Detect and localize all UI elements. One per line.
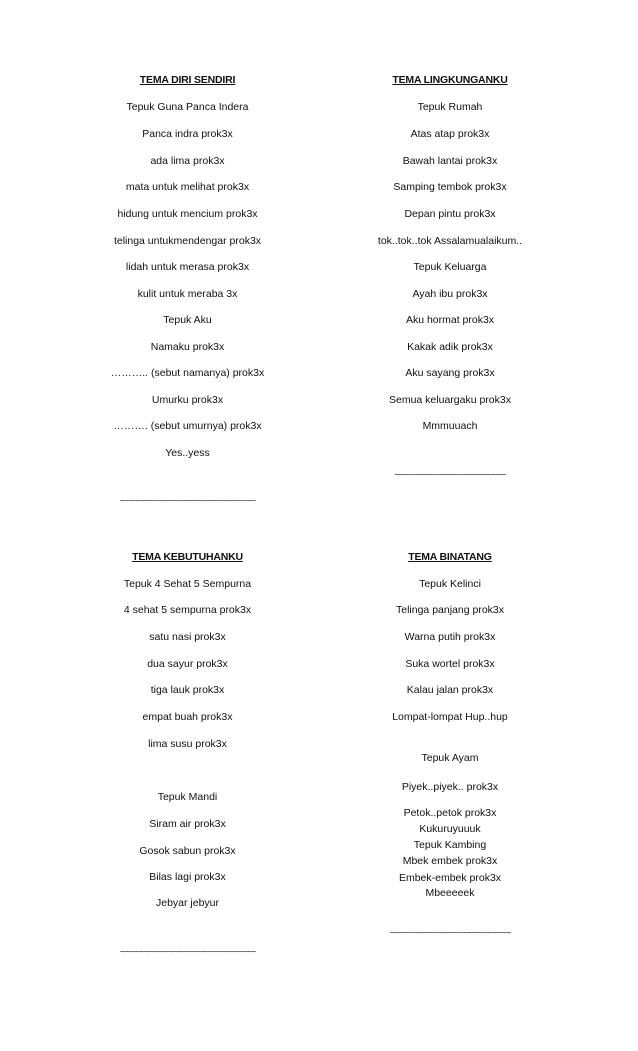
verse-line: Embek-embek prok3x (398, 872, 502, 884)
verse-line: Kukuruyuuuk (419, 823, 481, 835)
verse-line: Samping tembok prok3x (393, 181, 507, 193)
verse-line: Gosok sabun prok3x (139, 845, 236, 857)
verse-line: Tepuk Kambing (413, 839, 487, 851)
verse-line: Kalau jalan prok3x (406, 684, 494, 696)
verse-line: ………. (sebut umurnya) prok3x (113, 420, 262, 432)
verse-line: Tepuk Guna Panca Indera (126, 101, 249, 113)
verse-line: Bilas lagi prok3x (149, 871, 226, 883)
verse-line: Aku hormat prok3x (405, 314, 495, 326)
verse-line: Namaku prok3x (150, 341, 225, 353)
verse-line: Suka wortel prok3x (405, 658, 495, 670)
verse-line: Mmmuuach (422, 420, 478, 432)
verse-line: Petok..petok prok3x (403, 807, 497, 819)
verse-line: lima susu prok3x (148, 738, 227, 750)
verse-line: telinga untukmendengar prok3x (113, 235, 262, 247)
verse-line: Tepuk Rumah (417, 101, 483, 113)
wave-divider: ~~~~~~~~~~~~~~~~~~~~~~~ (394, 470, 506, 481)
verse-line: Yes..yess (165, 447, 210, 459)
verse-line: Mbek embek prok3x (402, 855, 498, 867)
verse-line: Depan pintu prok3x (404, 208, 496, 220)
verse-line: empat buah prok3x (142, 711, 233, 723)
verse-line: ……….. (sebut namanya) prok3x (110, 367, 265, 379)
verse-line: Telinga panjang prok3x (396, 604, 504, 616)
verse-line: Jebyar jebyur (155, 897, 220, 909)
wave-divider: ~~~~~~~~~~~~~~~~~~~~~~~~~ (389, 928, 511, 939)
verse-line: Umurku prok3x (151, 394, 224, 406)
verse-line: Tepuk Aku (163, 314, 212, 326)
verse-line: Tepuk 4 Sehat 5 Sempurna (123, 578, 252, 590)
section-title: TEMA KEBUTUHANKU (132, 551, 243, 563)
verse-line: Aku sayang prok3x (405, 367, 495, 379)
verse-line: Ayah ibu prok3x (412, 288, 488, 300)
section-title: TEMA DIRI SENDIRI (139, 74, 236, 86)
verse-line: mata untuk melihat prok3x (125, 181, 250, 193)
verse-line: 4 sehat 5 sempurna prok3x (123, 604, 252, 616)
verse-line: Tepuk Kelinci (419, 578, 481, 590)
verse-line: Atas atap prok3x (410, 128, 490, 140)
verse-line: Tepuk Mandi (157, 791, 218, 803)
verse-line: Piyek..piyek.. prok3x (401, 781, 499, 793)
verse-line: tiga lauk prok3x (150, 684, 225, 696)
wave-divider: ~~~~~~~~~~~~~~~~~~~~~~~~~~~~ (119, 947, 256, 958)
verse-line: Panca indra prok3x (142, 128, 233, 140)
verse-line: Kakak adik prok3x (407, 341, 493, 353)
verse-line: Lompat-lompat Hup..hup (392, 711, 508, 723)
verse-line: ada lima prok3x (150, 155, 225, 167)
verse-line: lidah untuk merasa prok3x (125, 261, 250, 273)
section-title: TEMA BINATANG (408, 551, 492, 563)
verse-line: kulit untuk meraba 3x (137, 288, 238, 300)
verse-line: dua sayur prok3x (147, 658, 228, 670)
verse-line: Tepuk Ayam (421, 752, 479, 764)
verse-line: tok..tok..tok Assalamualaikum.. (377, 235, 523, 247)
verse-line: hidung untuk mencium prok3x (117, 208, 258, 220)
verse-line: Siram air prok3x (149, 818, 226, 830)
verse-line: satu nasi prok3x (149, 631, 226, 643)
section-title: TEMA LINGKUNGANKU (392, 74, 508, 86)
verse-line: Warna putih prok3x (404, 631, 496, 643)
verse-line: Bawah lantai prok3x (402, 155, 498, 167)
wave-divider: ~~~~~~~~~~~~~~~~~~~~~~~~~~~~ (119, 496, 256, 507)
verse-line: Tepuk Keluarga (413, 261, 487, 273)
verse-line: Semua keluargaku prok3x (389, 394, 511, 406)
verse-line: Mbeeeeek (425, 887, 475, 899)
